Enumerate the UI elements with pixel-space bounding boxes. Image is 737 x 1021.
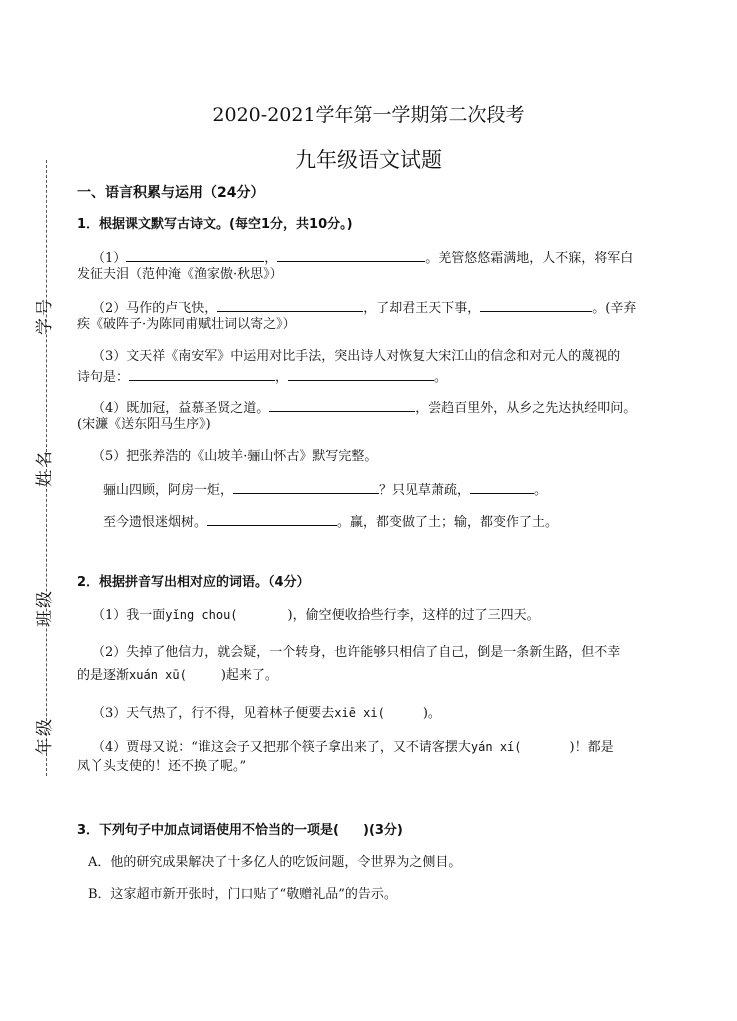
q2-item4-line2: 凤丫头支使的！还不换了呢。” — [77, 759, 247, 774]
q1-item2-line1 — [92, 298, 636, 318]
sidebar-label-student-id: 学号 — [34, 297, 55, 335]
q1-item1-comma: ， — [264, 251, 278, 266]
answer-blank[interactable] — [233, 480, 379, 494]
sidebar-label-grade: 年级 — [34, 717, 55, 755]
pinyin: yán xí( — [470, 740, 522, 754]
q1-item5-text3: 至今遗恨迷烟树。 — [103, 515, 208, 530]
answer-blank[interactable] — [126, 248, 264, 262]
q1-item3-line1: （3）文天祥《南安军》中运用对比手法，突出诗人对恢复大宋江山的信念和对元人的蔑视的 — [92, 349, 621, 364]
q3-heading-end: )(3分) — [363, 823, 403, 838]
q2-item4-prefix: （4）贾母又说：“谁这会子又把那个筷子拿出来了，又不请客摆大 — [92, 740, 471, 755]
q2-item2-end: )起来了。 — [220, 668, 278, 683]
q1-item5-end1: 。 — [534, 483, 548, 498]
q1-item5-line1 — [103, 480, 547, 500]
q1-item2-prefix: （2）马作的卢飞快， — [92, 301, 218, 316]
q1-item3-line2 — [77, 367, 447, 387]
sidebar-label-class: 班级 — [34, 589, 55, 627]
q2-item3 — [92, 704, 441, 723]
q1-item5-text2: ？只见草萧疏， — [379, 483, 471, 498]
answer-blank[interactable] — [217, 298, 363, 312]
q1-item1-prefix: （1） — [92, 251, 127, 266]
pinyin: yǐng chou( — [165, 608, 238, 622]
q1-item3-prefix: 诗句是： — [77, 370, 130, 385]
page-title: 2020-2021学年第一学期第二次段考 — [212, 104, 525, 126]
q3-option-a: A．他的研究成果解决了十多亿人的吃饭问题，令世界为之侧目。 — [88, 855, 462, 870]
q1-item1-text: 。羌管悠悠霜满地，人不寐，将军白 — [425, 251, 634, 266]
q1-item5-text4: 。赢，都变做了土；输，都变作了土。 — [337, 515, 559, 530]
q2-item3-prefix: （3）天气热了，行不得，见着林子便要去 — [92, 706, 335, 721]
section-heading: 一、语言积累与运用（24分） — [77, 185, 265, 201]
q2-item2-line2 — [77, 666, 278, 685]
q1-heading: 1．根据课文默写古诗文。(每空1分，共10分。) — [77, 217, 353, 232]
q1-item3-comma: ， — [275, 370, 289, 385]
q1-item3-end: 。 — [434, 370, 448, 385]
q2-item4-text: )！都是 — [569, 740, 614, 755]
q1-item4-line2: (宋濂《送东阳马生序》) — [77, 417, 211, 432]
page-subtitle: 九年级语文试题 — [295, 148, 442, 172]
q1-item4-prefix: （4）既加冠，益慕圣贤之道。 — [92, 401, 270, 416]
answer-blank[interactable] — [470, 480, 534, 494]
pinyin: xuán xū( — [129, 668, 187, 682]
q2-heading: 2．根据拼音写出相对应的词语。（4分） — [77, 575, 310, 590]
q2-item4-line1 — [92, 738, 614, 757]
q1-item4-text: ，尝趋百里外，从乡之先达执经叩问。 — [415, 401, 637, 416]
q1-item2-text: ，了却君王天下事， — [363, 301, 481, 316]
answer-blank[interactable] — [269, 398, 415, 412]
q2-item2-line1: （2）失掉了他信力，就会疑，一个转身，也许能够只相信了自己，倒是一条新生路，但不幸 — [92, 645, 621, 660]
answer-blank[interactable] — [288, 367, 434, 381]
pinyin: xiē xi( — [334, 706, 385, 720]
q1-item5-text1: 骊山四顾，阿房一炬， — [103, 483, 234, 498]
answer-blank[interactable] — [277, 248, 425, 262]
q1-item1-line2: 发征夫泪（范仲淹《渔家傲·秋思》） — [77, 267, 283, 282]
q1-item1-line1 — [92, 248, 633, 268]
answer-blank[interactable] — [207, 512, 337, 526]
q1-item4-line1 — [92, 398, 636, 418]
sidebar-label-name: 姓名 — [34, 449, 55, 487]
q1-item2-end: 。(辛弃 — [592, 301, 637, 316]
q3-heading-text: 3．下列句子中加点词语使用不恰当的一项是( — [77, 823, 339, 838]
q1-item2-line2: 疾《破阵子·为陈同甫赋壮词以寄之》） — [77, 317, 296, 332]
q3-heading — [77, 822, 403, 840]
answer-blank[interactable] — [480, 298, 592, 312]
answer-blank[interactable] — [129, 367, 275, 381]
q2-item1-prefix: （1）我一面 — [92, 608, 166, 623]
q1-item5-intro: （5）把张养浩的《山坡羊·骊山怀古》默写完整。 — [92, 449, 378, 464]
q3-option-b: B．这家超市新开张时，门口贴了“敬赠礼品”的告示。 — [88, 887, 397, 902]
q2-item1 — [92, 606, 540, 625]
q2-item3-end: )。 — [422, 706, 441, 721]
q2-item2-prefix: 的是逐渐 — [77, 668, 130, 683]
q1-item5-line2 — [103, 512, 558, 532]
q2-item1-text: )，偷空便收拾些行李，这样的过了三四天。 — [287, 608, 540, 623]
